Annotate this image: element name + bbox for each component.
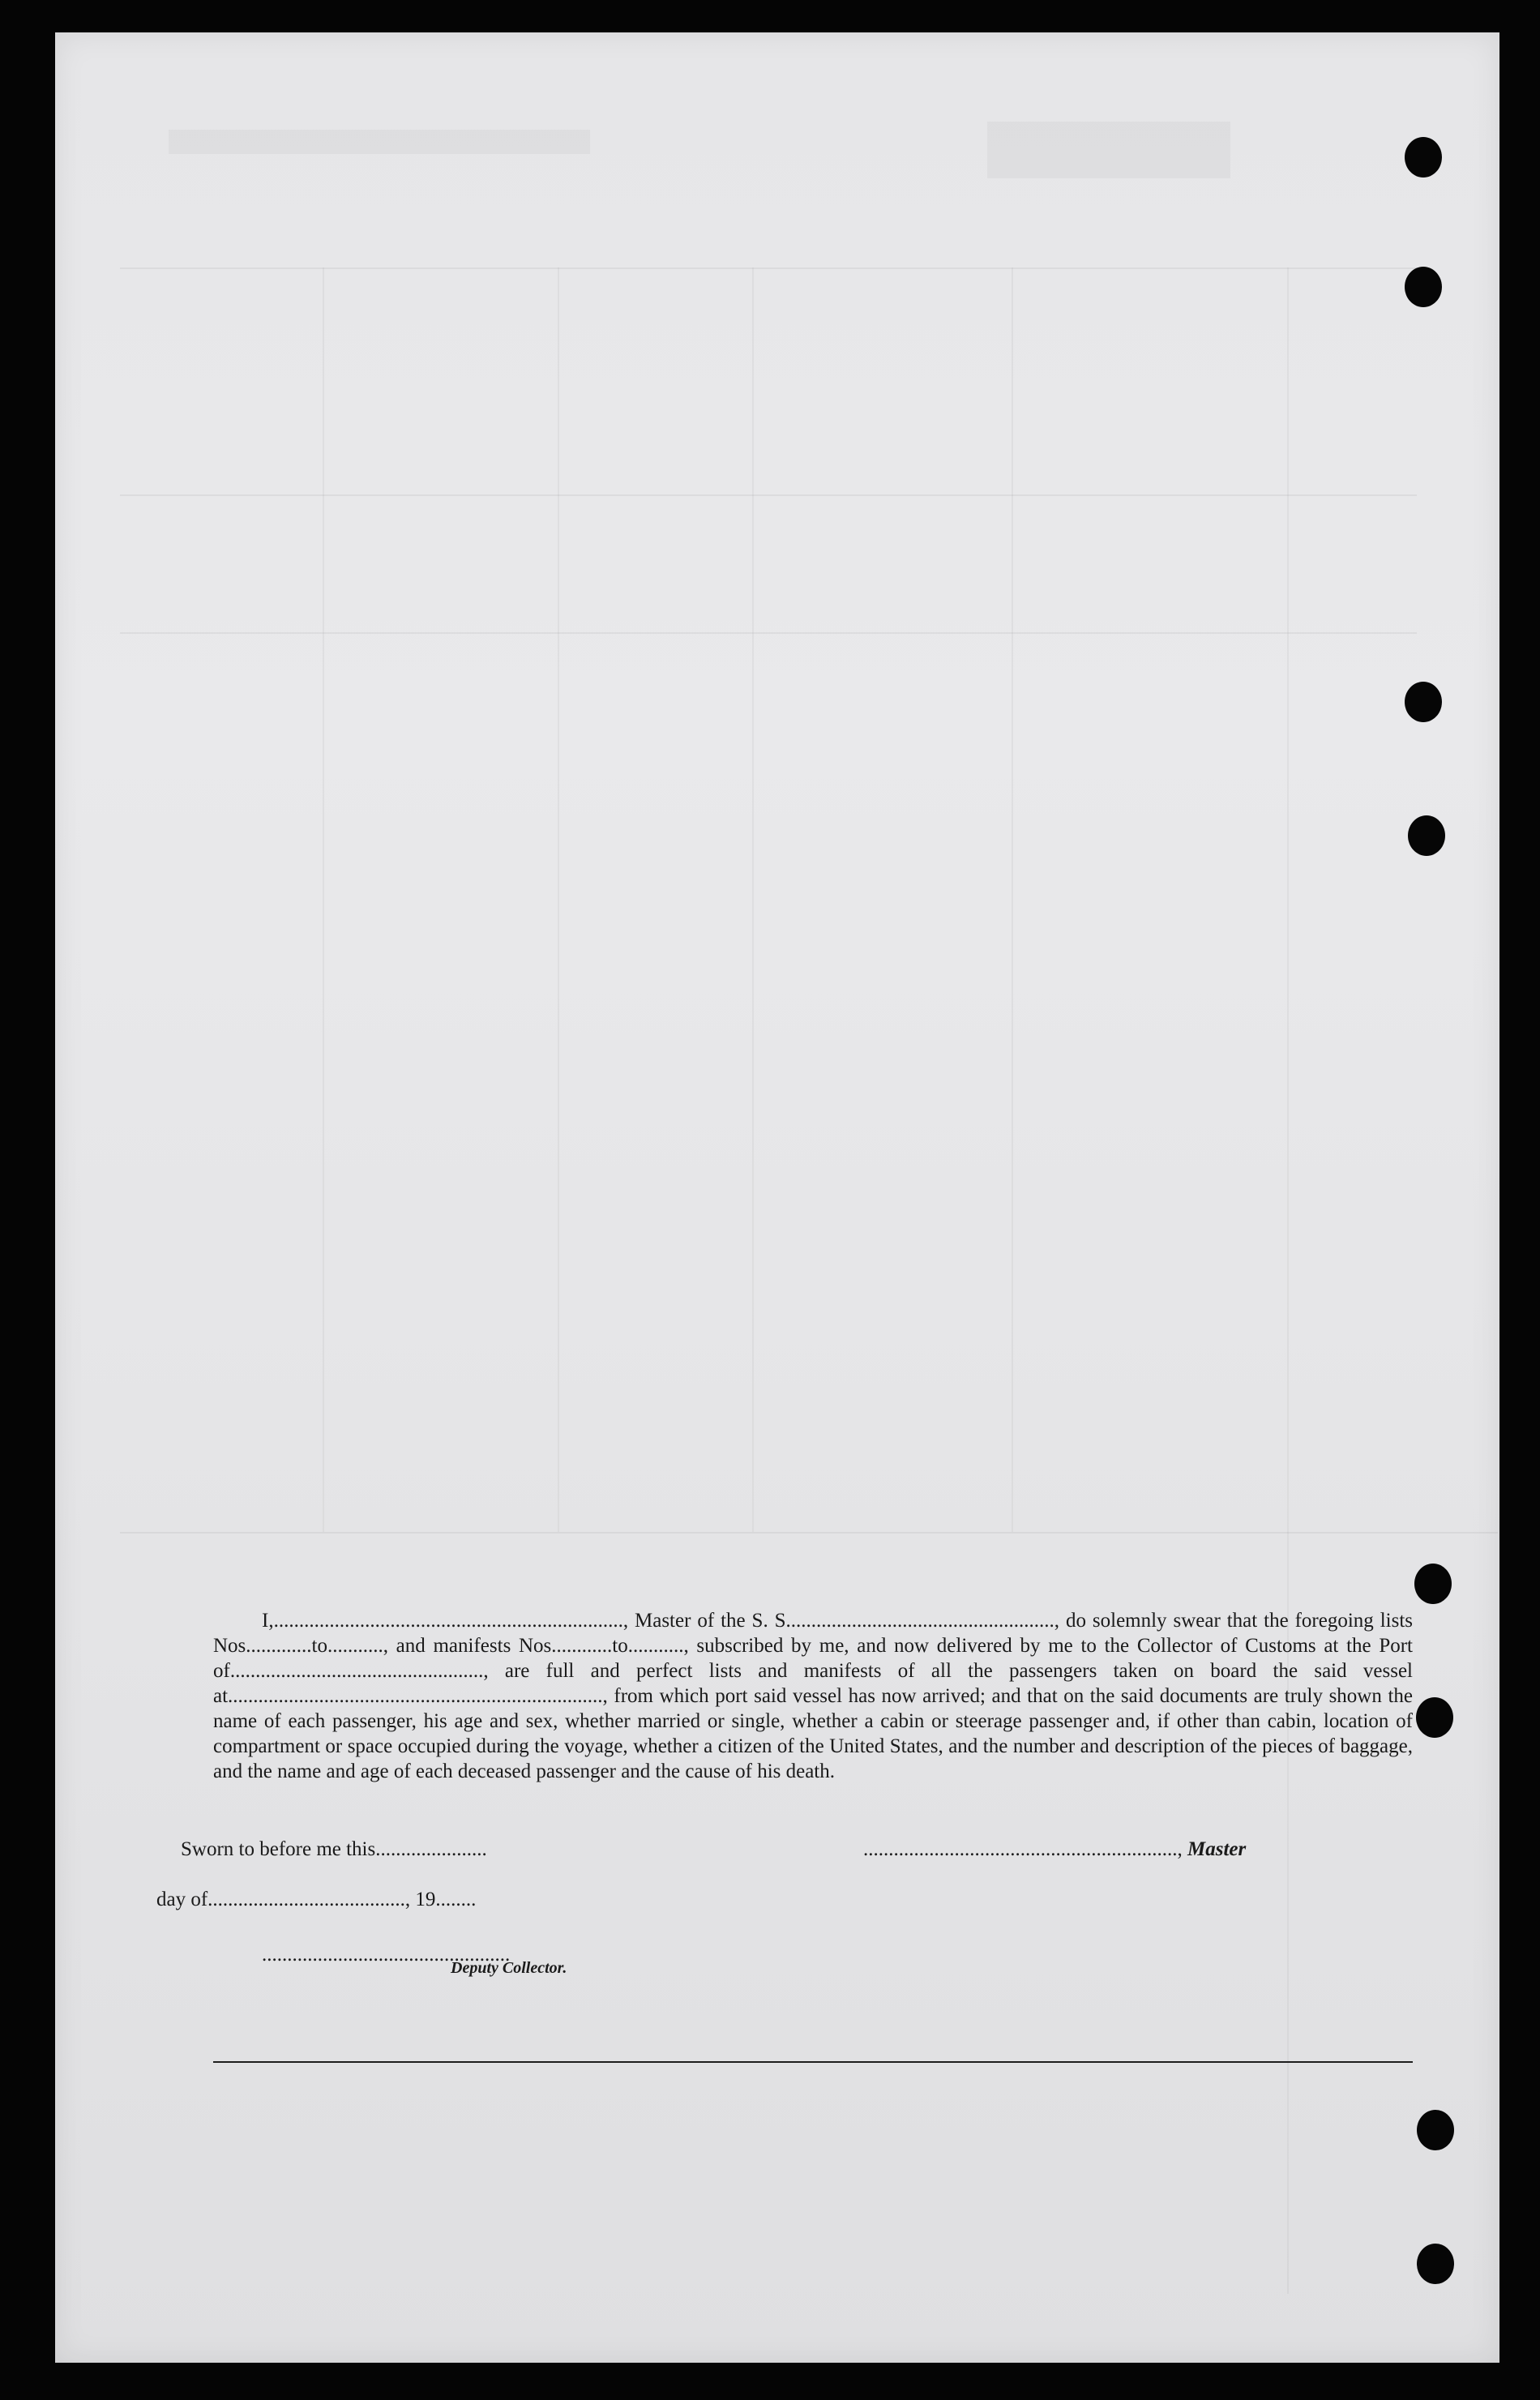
deputy-collector-label: Deputy Collector. [451,1959,567,1977]
bleed-through-line [120,1532,1498,1534]
bleed-through-header [169,130,590,154]
bleed-through-column [1287,267,1289,2294]
master-signature-line [863,1838,1246,1861]
master-label: Master [1187,1838,1247,1860]
bottom-rule [213,2061,1413,2063]
deputy-collector-signature-line: ................................................. [262,1944,511,1966]
bleed-through-column [558,267,559,1532]
punch-hole [1417,2110,1454,2150]
bleed-through-column [1012,267,1013,1532]
punch-hole [1414,1564,1452,1604]
bleed-through-column [323,267,324,1532]
punch-hole [1416,1697,1453,1738]
bleed-through-line [120,494,1417,496]
punch-hole [1417,2244,1454,2284]
masters-oath-paragraph: I,....................................................................., Master of the S. S....................................................., do solemnly swear that the foregoing lists Nos.............to..........., and manifests Nos............to..........., subscribed by me, and now delivered by me to the Collector of Customs at the Port of.................................................., are full and perfect lists and manifests of all the passengers taken on board the said vessel at.........................................................................., from which port said vessel has now arrived; and that on the said documents are truly shown the name of each passenger, his age and sex, whether married or single, whether a cabin or steerage passenger and, if other than cabin, location of compartment or space occupied during the voyage, whether a citizen of the United States, and the number and description of the pieces of baggage, and the name and age of each deceased passenger and the cause of his death. [213,1610,1413,1782]
bleed-through-column [752,267,754,1532]
manifest-page [55,32,1499,2363]
punch-hole [1408,815,1445,856]
sworn-before-line: Sworn to before me this...................... [181,1838,487,1860]
bleed-through-line [120,267,1417,269]
punch-hole [1405,682,1442,722]
punch-hole [1405,267,1442,307]
bleed-through-line [120,632,1417,634]
bleed-through-stamp [987,122,1230,178]
master-signature-dots: .............................................................., [863,1838,1183,1860]
punch-hole [1405,137,1442,178]
day-of-line: day of......................................., 19........ [156,1889,477,1910]
